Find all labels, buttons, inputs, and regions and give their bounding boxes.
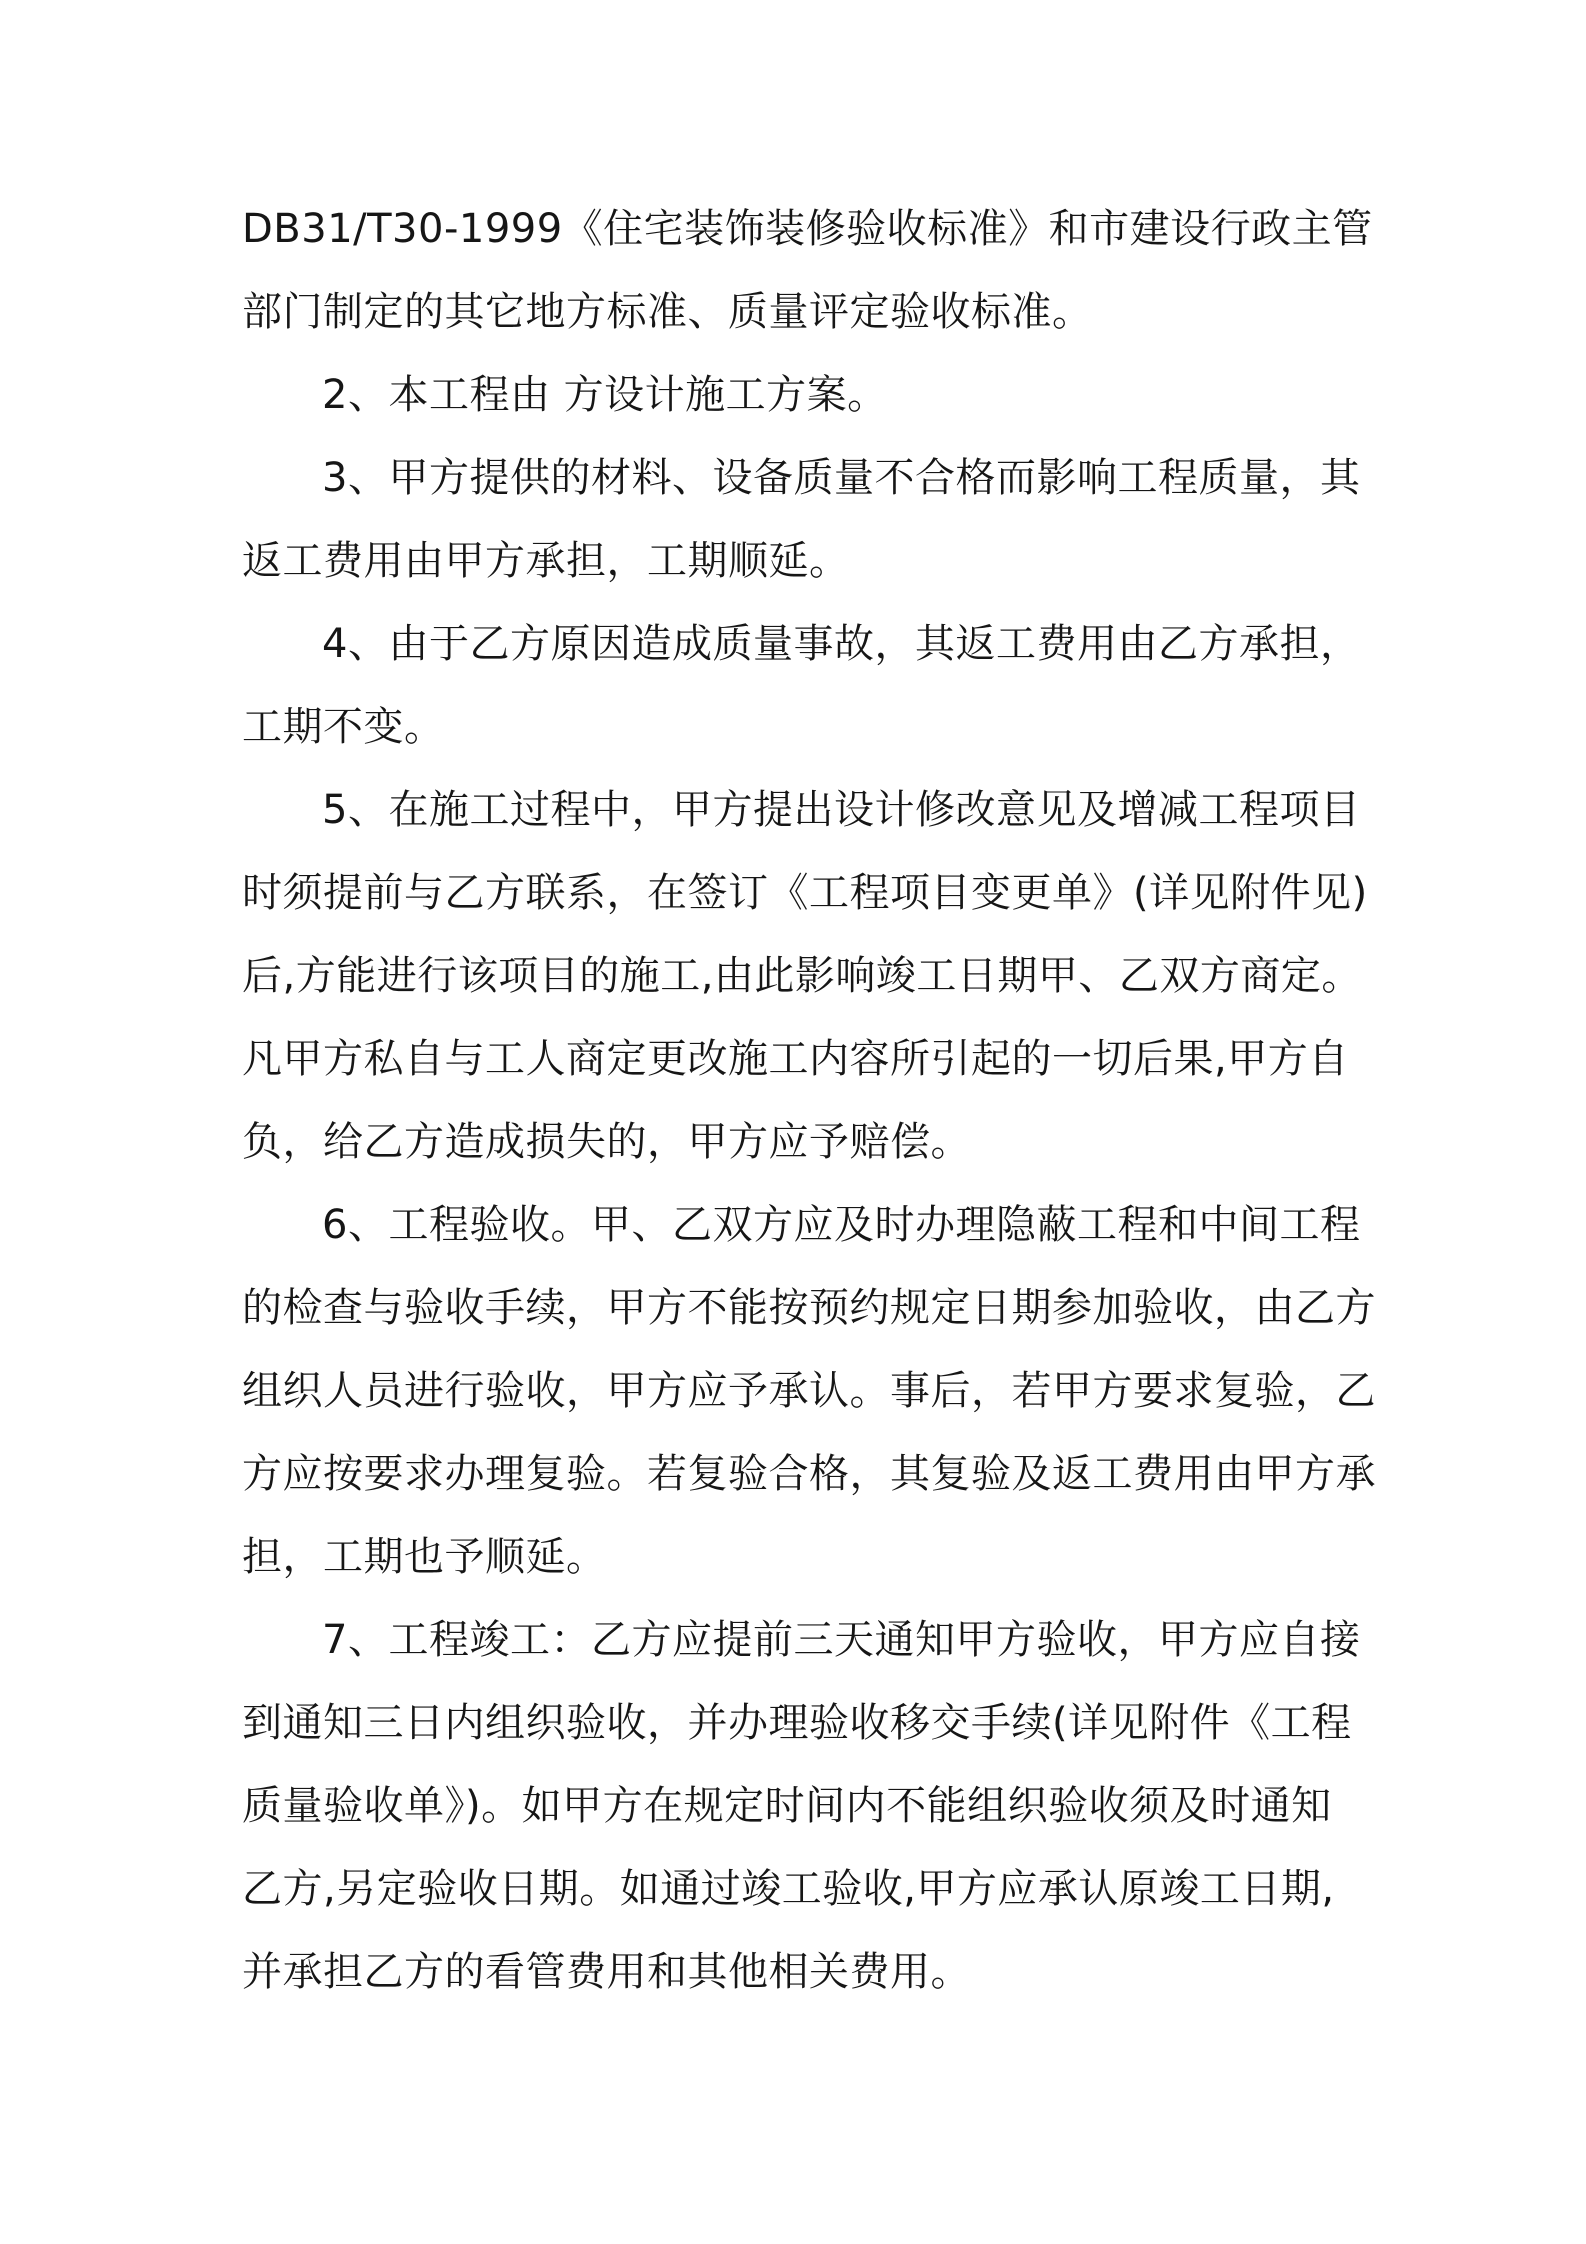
text-line: 并承担乙方的看管费用和其他相关费用。 [242, 1949, 971, 1995]
text-line: 乙方,另定验收日期。如通过竣工验收,甲方应承认原竣工日期, [242, 1866, 1335, 1912]
text-line: 工期不变。 [242, 704, 445, 750]
document-body [242, 188, 1376, 2014]
text-line: 质量验收单》)。如甲方在规定时间内不能组织验收须及时通知 [242, 1783, 1332, 1829]
text-line: 后,方能进行该项目的施工,由此影响竣工日期甲、乙双方商定。 [242, 953, 1362, 999]
text-line: 负，给乙方造成损失的，甲方应予赔偿。 [242, 1119, 971, 1165]
text-line: 的检查与验收手续，甲方不能按预约规定日期参加验收，由乙方 [242, 1285, 1376, 1331]
clause-2-line: 2、本工程由 方设计施工方案。 [322, 372, 888, 418]
text-line: 时须提前与乙方联系，在签订《工程项目变更单》(详见附件见) [242, 870, 1368, 916]
text-line: 方应按要求办理复验。若复验合格，其复验及返工费用由甲方承 [242, 1451, 1376, 1497]
text-line: 返工费用由甲方承担，工期顺延。 [242, 538, 850, 584]
clause-5-line: 5、在施工过程中，甲方提出设计修改意见及增减工程项目 [322, 787, 1361, 833]
text-line: 担，工期也予顺延。 [242, 1534, 607, 1580]
clause-6-line: 6、工程验收。甲、乙双方应及时办理隐蔽工程和中间工程 [322, 1202, 1361, 1248]
clause-7-line: 7、工程竣工：乙方应提前三天通知甲方验收，甲方应自接 [322, 1617, 1361, 1663]
clause-3-line: 3、甲方提供的材料、设备质量不合格而影响工程质量，其 [322, 455, 1361, 501]
clause-4-line: 4、由于乙方原因造成质量事故，其返工费用由乙方承担， [322, 621, 1361, 667]
text-line: 组织人员进行验收，甲方应予承认。事后，若甲方要求复验，乙 [242, 1368, 1376, 1414]
text-line: 凡甲方私自与工人商定更改施工内容所引起的一切后果,甲方自 [242, 1036, 1349, 1082]
text-line: DB31/T30-1999《住宅装饰装修验收标准》和市建设行政主管 [242, 206, 1373, 252]
text-line: 到通知三日内组织验收，并办理验收移交手续(详见附件《工程 [242, 1700, 1352, 1746]
text-line: 部门制定的其它地方标准、质量评定验收标准。 [242, 289, 1093, 335]
